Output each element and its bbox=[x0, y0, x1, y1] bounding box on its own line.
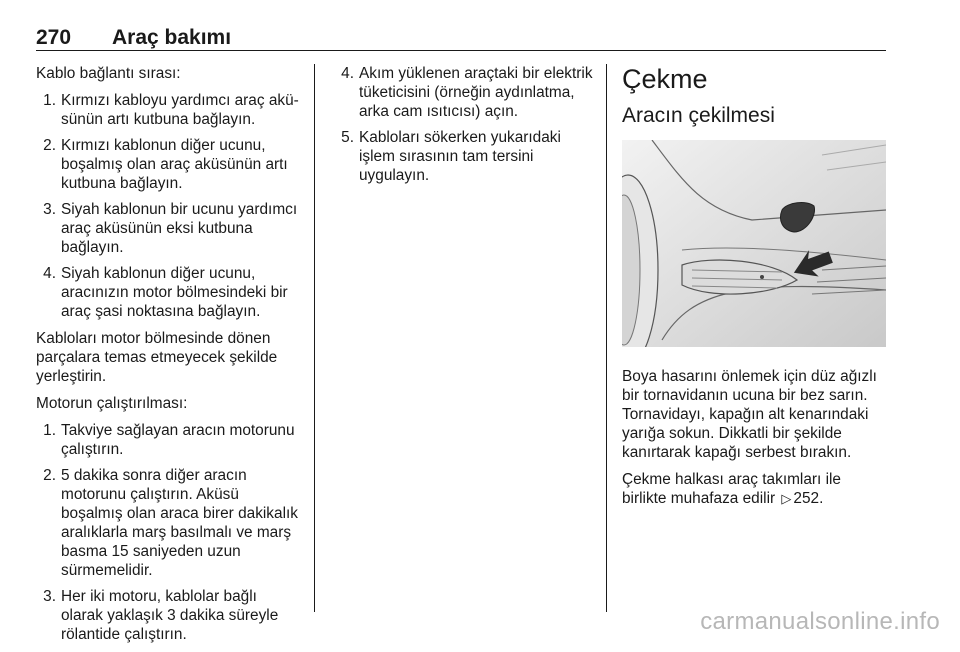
list-item: 2. Kırmızı kablonun diğer ucunu, boşalmış olan araç aküsünün artı kutbuna bağlayın. bbox=[43, 137, 288, 192]
list-item: 1. Takviye sağlayan aracın motorunu çalıştırın. bbox=[43, 422, 295, 458]
towing-eye-cover-illustration bbox=[622, 140, 886, 347]
engine-start-label: Motorun çalıştırılması: bbox=[36, 395, 188, 412]
column-left bbox=[36, 64, 302, 652]
towing-eye-storage-note: Çekme halkası araç takımları ile birlikte muhafaza edilir ▷ 252. bbox=[622, 471, 841, 507]
list-item: 1. Kırmızı kabloyu yardımcı araç aküsünün artı kutbuna bağlayın. bbox=[43, 92, 299, 128]
watermark: carmanualsonline.info bbox=[700, 608, 940, 635]
list-item: 4. Akım yüklenen araçtaki bir elektrik tüketicisini (örneğin aydınlatma, arka cam ısıtıcısı) açın. bbox=[341, 65, 593, 120]
section-subtitle: Aracın çekilmesi bbox=[622, 104, 775, 127]
list-item: 5. Kabloları sökerken yukarıdaki işlem sırasının tam tersini uygulayın. bbox=[341, 129, 561, 184]
page-reference-triangle-icon: ▷ bbox=[781, 491, 792, 506]
engine-start-steps-list bbox=[36, 421, 302, 644]
column-right bbox=[622, 64, 886, 516]
list-item: 4. Siyah kablonun diğer ucunu, aracınızın motor bölmesindeki bir araç şasi noktasına bağlayın. bbox=[43, 265, 288, 320]
page-reference-link[interactable]: 252. bbox=[793, 490, 824, 507]
column-middle bbox=[334, 64, 594, 193]
list-item: 3. Siyah kablonun bir ucunu yardımcı araç aküsünün eksi kutbuna bağlayın. bbox=[43, 201, 298, 256]
car-front-bumper-drawing bbox=[622, 140, 886, 347]
column-divider-right bbox=[606, 64, 607, 612]
list-item: 3. Her iki motoru, kablolar bağlı olarak yaklaşık 3 dakika süreyle rölantide çalıştırın. bbox=[43, 588, 279, 643]
header-divider bbox=[36, 50, 886, 51]
column-divider-left bbox=[314, 64, 315, 612]
screwdriver-instruction: Boya hasarını önlemek için düz ağızlı bir tornavidanın ucuna bir bez sarın. Tornavidayı, kapağın alt kenarındaki yarığa sokun. Dikkatli bir şekilde kanırtarak kapağı serbest bırakın. bbox=[622, 368, 877, 461]
page-header bbox=[36, 26, 886, 52]
page-number: 270 bbox=[36, 26, 72, 49]
section-title: Çekme bbox=[622, 64, 708, 94]
connection-steps-list bbox=[36, 91, 302, 321]
connection-order-label: Kablo bağlantı sırası: bbox=[36, 65, 181, 82]
cable-routing-note: Kabloları motor bölmesinde dönen parçalara temas etmeyecek şekilde yerleştirin. bbox=[36, 330, 278, 385]
list-item: 2. 5 dakika sonra diğer aracın motorunu çalıştırın. Aküsü boşalmış olan araca birer dakikalık aralıklarla marş basılmalı ve marş basma 15 saniyeden uzun sürmemelidir. bbox=[43, 467, 298, 579]
chapter-title: Araç bakımı bbox=[112, 26, 232, 49]
continuation-steps-list bbox=[334, 64, 594, 185]
